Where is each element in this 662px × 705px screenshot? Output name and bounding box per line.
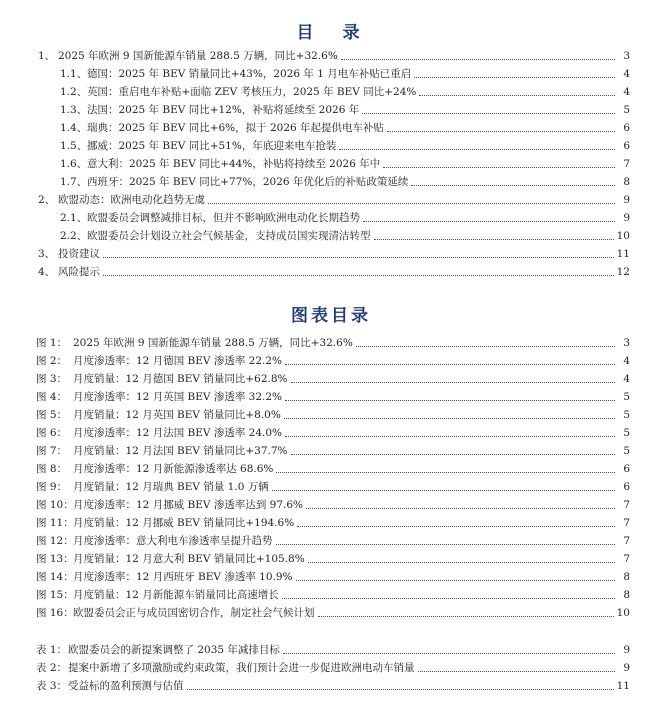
- figure-entry-page: 7: [623, 499, 630, 511]
- toc-entry[interactable]: [60, 175, 630, 189]
- toc-entry[interactable]: [38, 247, 630, 261]
- toc-entry[interactable]: [38, 49, 630, 63]
- figure-entry-page: 6: [623, 481, 630, 493]
- toc-entry-number: 2、: [38, 194, 56, 206]
- toc-entry-number: 1.7、: [60, 176, 88, 188]
- toc-entry-page: 6: [623, 140, 630, 152]
- toc-entry-title: 意大利：2025 年 BEV 同比+44%，补贴将持续至 2026 年中: [87, 158, 381, 170]
- toc-entry-title: 风险提示: [58, 266, 100, 278]
- toc-entry-title: 德国：2025 年 BEV 销量同比+43%，2026 年 1 月电车补贴已重启: [87, 68, 412, 80]
- dot-leader: [285, 363, 615, 365]
- toc-entry-number: 4、: [38, 266, 56, 278]
- figure-entry-title: 月度渗透率：12 月西班牙 BEV 渗透率 10.9%: [73, 571, 293, 583]
- toc-entry-title: 2025 年欧洲 9 国新能源车销量 288.5 万辆，同比+32.6%: [58, 50, 338, 62]
- dot-leader: [418, 670, 616, 672]
- figure-entry-number: 图 9：: [36, 481, 68, 493]
- figures-title: 图表目录: [291, 306, 371, 326]
- dot-leader: [284, 417, 615, 419]
- figure-entry-number: 图 10：: [36, 499, 74, 511]
- dot-leader: [308, 561, 615, 563]
- dot-leader: [297, 525, 615, 527]
- figure-entry-page: 3: [623, 337, 630, 349]
- figure-entry-number: 图 5：: [36, 409, 68, 421]
- toc-entry[interactable]: [60, 67, 630, 81]
- figure-entry-page: 4: [623, 355, 630, 367]
- toc-entry-title: 欧盟动态：欧洲电动化趋势无虞: [58, 194, 205, 206]
- toc-entry[interactable]: [38, 193, 630, 207]
- toc-entry[interactable]: [60, 139, 630, 153]
- table-entry-number: 表 3：: [36, 680, 68, 692]
- figure-entry[interactable]: [36, 534, 630, 548]
- toc-entry-title: 欧盟委员会计划设立社会气候基金，支持成员国实现清洁转型: [87, 230, 371, 242]
- toc-entry-title: 欧盟委员会调整减排目标，但并不影响欧洲电动化长期趋势: [87, 212, 360, 224]
- figure-entry-page: 5: [623, 427, 630, 439]
- toc-entry-page: 6: [623, 122, 630, 134]
- table-entry-page: 9: [623, 662, 630, 674]
- toc-entry-page: 9: [623, 194, 630, 206]
- toc-entry-page: 3: [623, 50, 630, 62]
- dot-leader: [272, 489, 615, 491]
- dot-leader: [318, 615, 614, 617]
- figure-entry[interactable]: [36, 444, 630, 458]
- dot-leader: [285, 435, 615, 437]
- figure-entry-page: 7: [623, 517, 630, 529]
- figure-entry-title: 月度销量：12 月法国 BEV 销量同比+37.7%: [73, 445, 288, 457]
- toc-entry-number: 1.2、: [60, 86, 88, 98]
- figure-entry-number: 图 7：: [36, 445, 68, 457]
- toc-entry-page: 4: [623, 86, 630, 98]
- dot-leader: [363, 220, 615, 222]
- toc-entry-number: 1.3、: [60, 104, 88, 116]
- toc-entry-page: 5: [623, 104, 630, 116]
- figure-entry[interactable]: [36, 372, 630, 386]
- toc-entry[interactable]: [60, 103, 630, 117]
- toc-entry-page: 12: [616, 266, 630, 278]
- figure-entry-number: 图 15：: [36, 589, 74, 601]
- toc-title: 目 录: [296, 23, 366, 43]
- toc-entry-number: 2.1、: [60, 212, 88, 224]
- toc-entry-title: 投资建议: [58, 248, 100, 260]
- figure-entry-title: 月度渗透率：12 月新能源渗透率达 68.6%: [73, 463, 274, 475]
- table-entry-title: 欧盟委员会的新提案调整了 2035 年减排目标: [68, 644, 280, 656]
- toc-entry-page: 4: [623, 68, 630, 80]
- dot-leader: [383, 166, 615, 168]
- figure-entry[interactable]: [36, 498, 630, 512]
- figure-entry-number: 图 6：: [36, 427, 68, 439]
- dot-leader: [285, 399, 615, 401]
- toc-entry-title: 西班牙：2025 年 BEV 同比+77%，2026 年优化后的补贴政策延续: [87, 176, 409, 188]
- figure-entry-page: 8: [623, 571, 630, 583]
- toc-entry[interactable]: [60, 121, 630, 135]
- table-entry-page: 11: [616, 680, 630, 692]
- toc-entry-title: 法国：2025 年 BEV 同比+12%，补贴将延续至 2026 年: [87, 104, 360, 116]
- dot-leader: [387, 130, 615, 132]
- toc-entry-title: 瑞典：2025 年 BEV 同比+6%，拟于 2026 年起提供电车补贴: [87, 122, 385, 134]
- toc-entry-number: 1.6、: [60, 158, 88, 170]
- figure-entry[interactable]: [36, 606, 630, 620]
- toc-entry[interactable]: [60, 85, 630, 99]
- figure-entry[interactable]: [36, 588, 630, 602]
- figure-entry-number: 图 3：: [36, 373, 68, 385]
- figure-entry-title: 月度销量：12 月新能源车销量同比高速增长: [73, 589, 279, 601]
- dot-leader: [362, 112, 615, 114]
- table-entry[interactable]: [36, 643, 630, 657]
- dot-leader: [208, 202, 615, 204]
- dot-leader: [306, 507, 615, 509]
- figure-entry[interactable]: [36, 516, 630, 530]
- figure-entry-page: 7: [623, 535, 630, 547]
- figure-entry[interactable]: [36, 570, 630, 584]
- toc-entry[interactable]: [60, 229, 630, 243]
- figure-entry-title: 月度渗透率：意大利电车渗透率呈提升趋势: [73, 535, 273, 547]
- figure-entry-number: 图 14：: [36, 571, 74, 583]
- figure-entry-number: 图 2：: [36, 355, 68, 367]
- toc-entry-page: 7: [623, 158, 630, 170]
- dot-leader: [282, 597, 615, 599]
- figure-entry-page: 4: [623, 373, 630, 385]
- figure-entry[interactable]: [36, 462, 630, 476]
- dot-leader: [374, 238, 614, 240]
- figure-entry-number: 图 13：: [36, 553, 74, 565]
- figure-entry-title: 月度渗透率：12 月英国 BEV 渗透率 32.2%: [73, 391, 283, 403]
- dot-leader: [283, 652, 615, 654]
- figure-entry-number: 图 8：: [36, 463, 68, 475]
- table-entry-page: 9: [623, 644, 630, 656]
- figure-entry-number: 图 4：: [36, 391, 68, 403]
- toc-entry-title: 挪威：2025 年 BEV 同比+51%，年底迎来电车抢装: [87, 140, 337, 152]
- toc-entry[interactable]: [60, 157, 630, 171]
- figure-entry-number: 图 12：: [36, 535, 74, 547]
- dot-leader: [291, 381, 616, 383]
- toc-entry-title: 英国：重启电车补贴+面临 ZEV 考核压力，2025 年 BEV 同比+24%: [87, 86, 417, 98]
- toc-entry-number: 1.4、: [60, 122, 88, 134]
- figure-entry-title: 月度销量：12 月挪威 BEV 销量同比+194.6%: [73, 517, 295, 529]
- figure-entry-title: 欧盟委员会正与成员国密切合作，制定社会气候计划: [73, 607, 315, 619]
- figure-entry-title: 月度销量：12 月德国 BEV 销量同比+62.8%: [73, 373, 288, 385]
- dot-leader: [339, 148, 615, 150]
- figure-entry-page: 8: [623, 589, 630, 601]
- figure-entry-title: 月度渗透率：12 月挪威 BEV 渗透率达到 97.6%: [73, 499, 304, 511]
- toc-entry-number: 1.1、: [60, 68, 88, 80]
- dot-leader: [414, 76, 615, 78]
- figure-entry-title: 月度销量：12 月意大利 BEV 销量同比+105.8%: [73, 553, 305, 565]
- toc-entry-page: 10: [616, 230, 630, 242]
- dot-leader: [103, 256, 614, 258]
- dot-leader: [103, 274, 614, 276]
- figure-entry-title: 2025 年欧洲 9 国新能源车销量 288.5 万辆，同比+32.6%: [73, 337, 353, 349]
- dot-leader: [296, 579, 615, 581]
- toc-entry-page: 9: [623, 212, 630, 224]
- dot-leader: [276, 471, 615, 473]
- toc-entry-number: 1.5、: [60, 140, 88, 152]
- figure-entry[interactable]: [36, 390, 630, 404]
- toc-entry[interactable]: [60, 211, 630, 225]
- dot-leader: [291, 453, 616, 455]
- table-entry-title: 提案中新增了多项激励或约束政策，我们预计会进一步促进欧洲电动车销量: [68, 662, 415, 674]
- figure-entry-title: 月度渗透率：12 月法国 BEV 渗透率 24.0%: [73, 427, 283, 439]
- table-entry-number: 表 2：: [36, 662, 68, 674]
- figure-entry[interactable]: [36, 480, 630, 494]
- table-entry-title: 受益标的盈利预测与估值: [68, 680, 184, 692]
- toc-entry-page: 11: [616, 248, 630, 260]
- figure-entry-page: 7: [623, 553, 630, 565]
- figure-entry[interactable]: [36, 336, 630, 350]
- toc-entry[interactable]: [38, 265, 630, 279]
- toc-entry-number: 1、: [38, 50, 56, 62]
- figure-entry-title: 月度渗透率：12 月德国 BEV 渗透率 22.2%: [73, 355, 283, 367]
- figure-entry-page: 6: [623, 463, 630, 475]
- toc-entry-number: 3、: [38, 248, 56, 260]
- dot-leader: [341, 58, 615, 60]
- figure-entry[interactable]: [36, 552, 630, 566]
- figure-entry-page: 5: [623, 409, 630, 421]
- toc-entry-page: 8: [623, 176, 630, 188]
- dot-leader: [187, 688, 614, 690]
- table-entry-number: 表 1：: [36, 644, 68, 656]
- figure-entry-page: 5: [623, 391, 630, 403]
- dot-leader: [411, 184, 615, 186]
- figure-entry-page: 10: [616, 607, 630, 619]
- figure-entry[interactable]: [36, 354, 630, 368]
- toc-entry-number: 2.2、: [60, 230, 88, 242]
- figure-entry-number: 图 1：: [36, 337, 68, 349]
- dot-leader: [276, 543, 616, 545]
- figure-entry[interactable]: [36, 408, 630, 422]
- figure-entry-page: 5: [623, 445, 630, 457]
- figure-entry-title: 月度销量：12 月瑞典 BEV 销量 1.0 万辆: [73, 481, 269, 493]
- figure-entry-number: 图 11：: [36, 517, 74, 529]
- figure-entry-number: 图 16：: [36, 607, 74, 619]
- table-entry[interactable]: [36, 661, 630, 675]
- figure-entry-title: 月度销量：12 月英国 BEV 销量同比+8.0%: [73, 409, 281, 421]
- figure-entry[interactable]: [36, 426, 630, 440]
- dot-leader: [356, 345, 615, 347]
- dot-leader: [419, 94, 615, 96]
- table-entry[interactable]: [36, 679, 630, 693]
